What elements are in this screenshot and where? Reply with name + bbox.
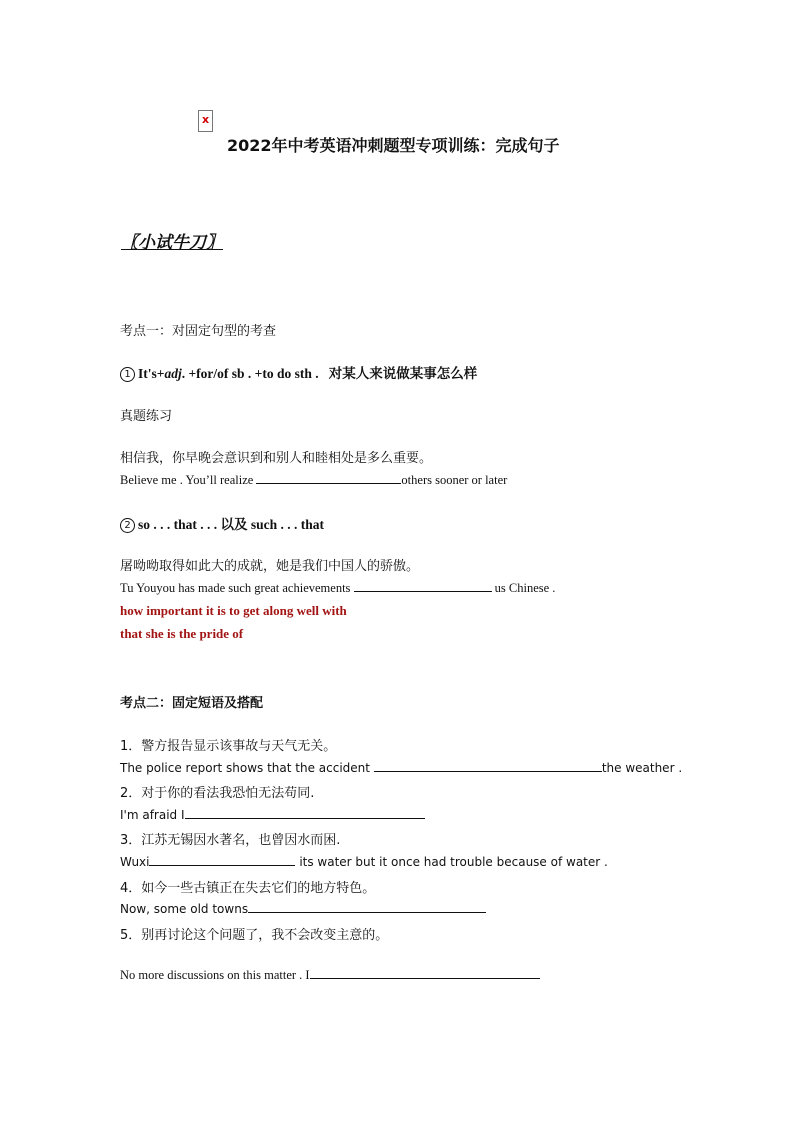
pattern2 <box>120 513 324 533</box>
pattern2-text: so . . . that . . . 以及 such . . . that <box>138 517 325 532</box>
p2-q1-english <box>120 759 682 775</box>
answer-1: how important it is to get along well with <box>120 603 347 618</box>
p2-q3-chinese: 3．江苏无锡因水著名，也曾因水而困. <box>120 833 341 848</box>
p2-q2-english <box>120 806 425 822</box>
p2-q4-english-pre: Now, some old towns <box>120 902 249 916</box>
pattern1-text: It's+ <box>138 366 165 381</box>
practice-label: 真题练习 <box>120 409 173 424</box>
q2-english <box>120 579 555 596</box>
pattern1-number: 1 <box>120 367 135 382</box>
pattern1-rest: . +for/of sb . +to do sth . <box>181 366 319 381</box>
broken-image-glyph: x <box>202 113 210 126</box>
section-title: 〖小试牛刀〗 <box>121 233 223 252</box>
q1-chinese: 相信我，你早晚会意识到和别人和睦相处是多么重要。 <box>120 451 433 466</box>
p2-q2-blank[interactable] <box>185 806 425 819</box>
p2-q1-blank[interactable] <box>374 759 602 772</box>
p2-q4-blank[interactable] <box>248 900 486 913</box>
p2-q5-english-pre: No more discussions on this matter . I <box>120 968 310 982</box>
p2-q4-chinese: 4．如今一些古镇正在失去它们的地方特色。 <box>120 881 376 896</box>
pattern1-adj: adj <box>164 366 182 381</box>
p2-q2-english-pre: I'm afraid I <box>120 808 185 822</box>
p2-q1-chinese: 1．警方报告显示该事故与天气无关。 <box>120 739 337 754</box>
p2-q4-english <box>120 900 486 916</box>
q1-blank[interactable] <box>256 471 401 484</box>
pattern1 <box>120 362 477 382</box>
q2-chinese: 屠呦呦取得如此大的成就，她是我们中国人的骄傲。 <box>120 559 420 574</box>
q1-english-post: others sooner or later <box>401 473 508 487</box>
q2-english-pre: Tu Youyou has made such great achievements <box>120 581 351 595</box>
q2-english-post: us Chinese . <box>494 581 556 595</box>
p2-q3-blank[interactable] <box>149 853 295 866</box>
p2-q5-blank[interactable] <box>310 966 540 979</box>
p2-q2-chinese: 2．对于你的看法我恐怕无法苟同. <box>120 786 315 801</box>
q1-english <box>120 471 507 488</box>
q1-english-pre: Believe me . You’ll realize <box>120 473 254 487</box>
point1-heading: 考点一：对固定句型的考查 <box>120 324 277 339</box>
p2-q3-english <box>120 853 608 869</box>
answer-2: that she is the pride of <box>120 626 244 641</box>
p2-q5-english <box>120 966 540 983</box>
q2-blank[interactable] <box>354 579 492 592</box>
broken-image-icon <box>198 110 213 132</box>
p2-q3-english-pre: Wuxi <box>120 855 150 869</box>
point2-heading: 考点二：固定短语及搭配 <box>120 696 264 711</box>
pattern2-number: 2 <box>120 518 135 533</box>
document-title: 2022年中考英语冲刺题型专项训练：完成句子 <box>227 136 560 155</box>
p2-q3-english-post: its water but it once had trouble because of water . <box>299 855 608 869</box>
p2-q1-english-pre: The police report shows that the accident <box>120 761 370 775</box>
pattern1-cn: 对某人来说做某事怎么样 <box>328 366 478 382</box>
p2-q5-chinese: 5．别再讨论这个问题了，我不会改变主意的。 <box>120 928 389 943</box>
p2-q1-english-post: the weather . <box>601 761 683 775</box>
